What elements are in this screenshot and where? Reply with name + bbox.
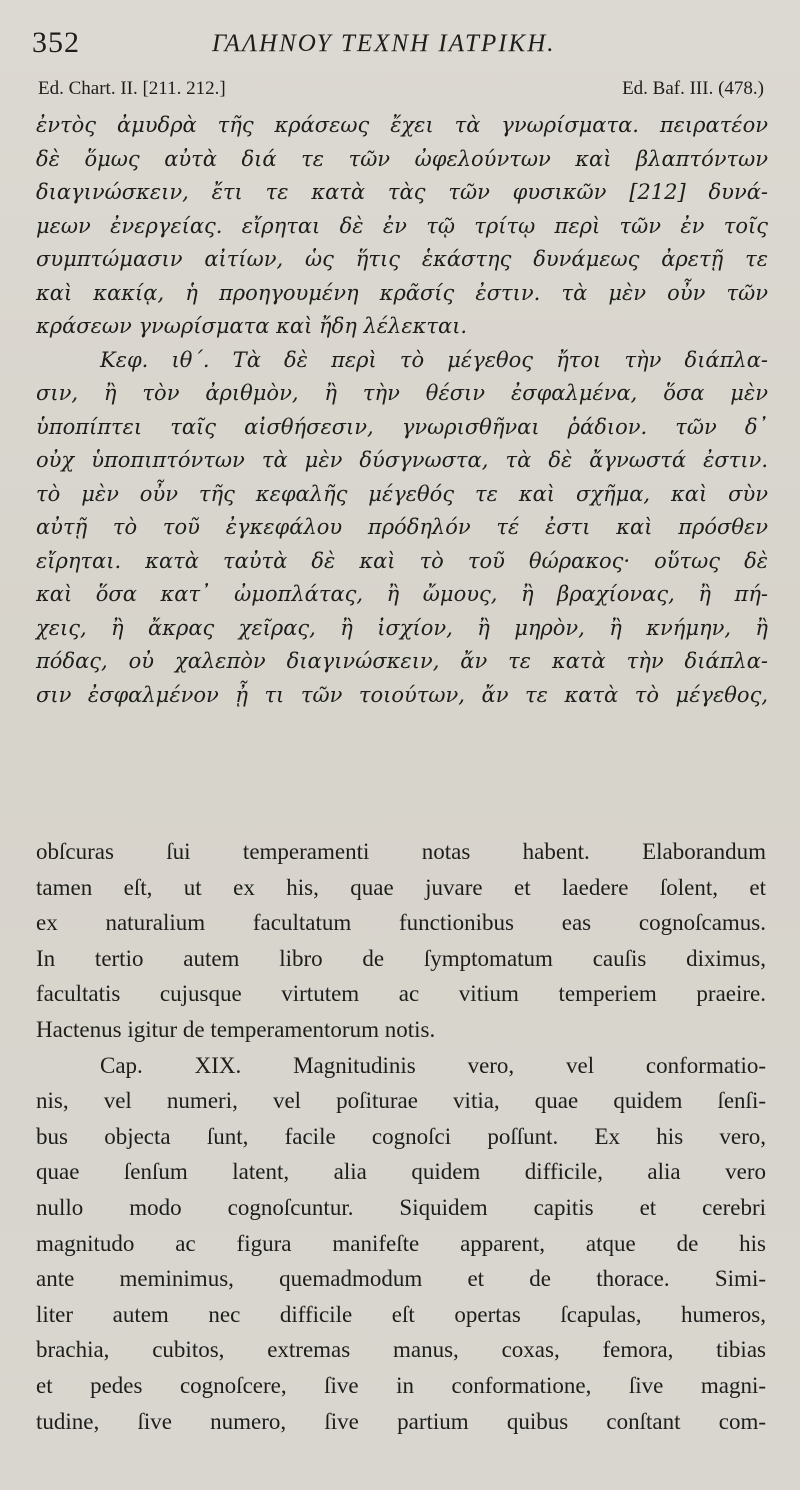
- latin-line: ante meminimus, quemadmodum et de thorace. Simi-: [36, 1266, 766, 1292]
- latin-line: brachia, cubitos, extremas manus, coxas, femora, tibias: [36, 1337, 766, 1363]
- latin-line: tamen eſt, ut ex his, quae juvare et laedere ſolent, et: [36, 874, 766, 900]
- latin-chapter-heading-line: Cap. XIX. Magnitudinis vero, vel conformatio-: [100, 1052, 766, 1078]
- greek-line: καὶ κακίᾳ, ἡ προηγουμένη κρᾶσίς ἐστιν. τὰ μὲν οὖν τῶν: [36, 280, 768, 305]
- greek-line: μεων ἐνεργείας. εἴρηται δὲ ἐν τῷ τρίτῳ περὶ τῶν ἐν τοῖς: [36, 213, 768, 238]
- greek-line: τὸ μὲν οὖν τῆς κεφαλῆς μέγεθός τε καὶ σχῆμα, καὶ σὺν: [36, 481, 768, 506]
- page-header: [32, 26, 772, 62]
- section-divider: [36, 792, 766, 793]
- latin-line: facultatis cujusque virtutem ac vitium temperiem praeire.: [36, 981, 766, 1007]
- greek-line: οὐχ ὑποπιπτόντων τὰ μὲν δύσγνωστα, τὰ δὲ ἄγνωστά ἐστιν.: [36, 448, 768, 472]
- greek-line: δὲ ὅμως αὐτὰ διά τε τῶν ὠφελούντων καὶ βλαπτόντων: [36, 146, 768, 171]
- page-number: 352: [32, 26, 80, 59]
- latin-line: tudine, ſive numero, ſive partium quibus conſtant com-: [36, 1408, 766, 1434]
- greek-chapter-heading-line: Κεφ. ιθ΄. Τὰ δὲ περὶ τὸ μέγεθος ἤτοι τὴν διάπλα-: [100, 347, 768, 372]
- greek-line: πόδας, οὐ χαλεπὸν διαγινώσκειν, ἄν τε κατὰ τὴν διάπλα-: [36, 649, 768, 673]
- latin-text-block: [36, 834, 766, 1439]
- latin-line: bus objecta ſunt, facile cognoſci poſſunt. Ex his vero,: [36, 1123, 766, 1149]
- greek-line: ὑποπίπτει ταῖς αἰσθήσεσιν, γνωρισθῆναι ῥάδιον. τῶν δ᾽: [36, 414, 768, 439]
- edition-reference-left: Ed. Chart. II. [211. 212.]: [38, 78, 226, 99]
- latin-line: nullo modo cognoſcuntur. Siquidem capitis et cerebri: [36, 1194, 766, 1220]
- latin-line: nis, vel numeri, vel poſiturae vitia, quae quidem ſenſi-: [36, 1088, 766, 1114]
- greek-line: σιν, ἢ τὸν ἀριθμὸν, ἢ τὴν θέσιν ἐσφαλμένα, ὅσα μὲν: [36, 381, 768, 405]
- latin-line: et pedes cognoſcere, ſive in conformatione, ſive magni-: [36, 1372, 766, 1398]
- greek-line: χεις, ἢ ἄκρας χεῖρας, ἢ ἰσχίον, ἢ μηρὸν, ἢ κνήμην, ἢ: [36, 615, 768, 640]
- greek-line: καὶ ὅσα κατ᾽ ὠμοπλάτας, ἢ ὤμους, ἢ βραχίονας, ἢ πή-: [36, 582, 768, 606]
- latin-line: magnitudo ac figura manifeſte apparent, atque de his: [36, 1230, 766, 1256]
- greek-line: ἐντὸς ἀμυδρὰ τῆς κράσεως ἔχει τὰ γνωρίσματα. πειρατέον: [36, 113, 768, 137]
- latin-line: Hactenus igitur de temperamentorum notis.: [36, 1016, 436, 1042]
- latin-line: ex naturalium facultatum functionibus eas cognoſcamus.: [36, 910, 766, 936]
- latin-line: obſcuras ſui temperamenti notas habent. Elaborandum: [36, 839, 766, 864]
- latin-line: quae ſenſum latent, alia quidem difficile, alia vero: [36, 1159, 766, 1185]
- greek-line: σιν ἐσφαλμένον ᾖ τι τῶν τοιούτων, ἄν τε κατὰ τὸ μέγεθος,: [36, 682, 768, 707]
- latin-line: liter autem nec difficile eſt opertas ſcapulas, humeros,: [36, 1301, 766, 1327]
- running-head: ΓΑΛΗΝΟΥ ΤΕΧΝΗ ΙΑΤΡΙΚΗ.: [212, 30, 556, 57]
- latin-line: In tertio autem libro de ſymptomatum cauſis diximus,: [36, 945, 766, 971]
- greek-line: διαγινώσκειν, ἔτι τε κατὰ τὰς τῶν φυσικῶν [212] δυνά-: [36, 180, 768, 204]
- greek-line: συμπτώμασιν αἰτίων, ὡς ἥτις ἑκάστης δυνάμεως ἀρετῇ τε: [36, 247, 768, 271]
- greek-line: αὐτῇ τὸ τοῦ ἐγκεφάλου πρόδηλόν τέ ἐστι καὶ πρόσθεν: [36, 515, 768, 539]
- edition-reference-right: Ed. Baf. III. (478.): [622, 78, 764, 99]
- greek-text-block: [36, 109, 768, 712]
- greek-line: εἴρηται. κατὰ ταὐτὰ δὲ καὶ τὸ τοῦ θώρακος· οὕτως δὲ: [36, 548, 768, 573]
- greek-line: κράσεων γνωρίσματα καὶ ἤδη λέλεκται.: [36, 314, 468, 338]
